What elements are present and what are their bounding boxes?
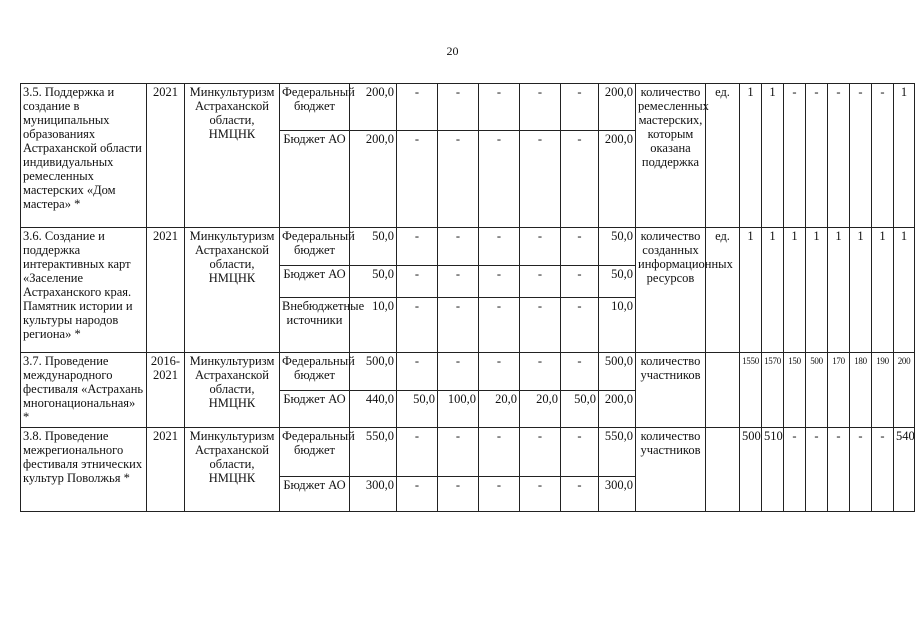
funding-year-value: - [520, 84, 561, 131]
indicator-target-value: 1570 [762, 353, 784, 428]
funding-year-value: - [397, 477, 438, 512]
funding-year-value: 50,0 [561, 391, 599, 428]
funding-source: Бюджет АО [280, 131, 350, 228]
indicator-target-value: 510 [762, 428, 784, 512]
funding-year-value: 10,0 [599, 298, 636, 353]
funding-year-value: - [520, 477, 561, 512]
funding-total: 550,0 [350, 428, 397, 477]
table-row [21, 228, 915, 266]
indicator-target-value: - [806, 428, 828, 512]
funding-source: Внебюджетные источники [280, 298, 350, 353]
funding-year-value: - [438, 477, 479, 512]
table-row [21, 84, 915, 131]
funding-total: 200,0 [350, 84, 397, 131]
indicator-target-value: - [872, 428, 894, 512]
funding-year-value: 20,0 [479, 391, 520, 428]
indicator-name: количество участников [636, 428, 706, 512]
funding-source: Бюджет АО [280, 477, 350, 512]
funding-year-value: - [561, 266, 599, 298]
funding-year-value: - [397, 131, 438, 228]
funding-year-value: - [520, 131, 561, 228]
funding-year-value: - [397, 228, 438, 266]
indicator-target-value: - [828, 84, 850, 228]
indicator-target-value: - [784, 428, 806, 512]
indicator-target-value: 1 [762, 84, 784, 228]
activity-description: 3.8. Проведение межрегионального фестиваля этнических культур Поволжья * [21, 428, 147, 512]
activity-description: 3.7. Проведение международного фестиваля «Астрахань многонациональная» * [21, 353, 147, 428]
indicator-target-value: 1 [806, 228, 828, 353]
indicator-target-value: 150 [784, 353, 806, 428]
funding-year-value: - [397, 353, 438, 391]
activity-executor: Минкультуризм Астраханской области, НМЦНК [185, 228, 280, 353]
funding-year-value: - [520, 428, 561, 477]
activity-year: 2021 [147, 428, 185, 512]
indicator-target-value: 1 [762, 228, 784, 353]
funding-year-value: - [520, 298, 561, 353]
indicator-unit: ед. [706, 228, 740, 353]
funding-total: 200,0 [350, 131, 397, 228]
indicator-unit: ед. [706, 84, 740, 228]
indicator-target-value: 500 [740, 428, 762, 512]
activity-executor: Минкультуризм Астраханской области, НМЦНК [185, 353, 280, 428]
funding-year-value: - [479, 353, 520, 391]
funding-year-value: - [520, 353, 561, 391]
indicator-name: количество ремесленных мастерских, которым оказана поддержка [636, 84, 706, 228]
indicator-unit [706, 353, 740, 428]
funding-year-value: 50,0 [599, 266, 636, 298]
funding-year-value: - [479, 477, 520, 512]
program-activities-table [20, 83, 915, 512]
funding-total: 50,0 [350, 228, 397, 266]
funding-year-value: 50,0 [599, 228, 636, 266]
indicator-target-value: - [872, 84, 894, 228]
funding-year-value: 550,0 [599, 428, 636, 477]
funding-year-value: - [479, 428, 520, 477]
funding-year-value: 200,0 [599, 131, 636, 228]
funding-source: Федеральный бюджет [280, 84, 350, 131]
table-row [21, 353, 915, 391]
funding-total: 10,0 [350, 298, 397, 353]
activity-description: 3.6. Создание и поддержка интерактивных карт «Заселение Астраханского края. Памятник истории и культуры народов региона» * [21, 228, 147, 353]
page-number: 20 [446, 44, 459, 58]
funding-year-value: - [561, 353, 599, 391]
indicator-target-value: 1 [740, 228, 762, 353]
funding-year-value: 50,0 [397, 391, 438, 428]
indicator-target-value: 1550 [740, 353, 762, 428]
funding-total: 500,0 [350, 353, 397, 391]
funding-year-value: 200,0 [599, 84, 636, 131]
funding-year-value: - [479, 131, 520, 228]
indicator-name: количество участников [636, 353, 706, 428]
indicator-target-value: - [850, 428, 872, 512]
funding-year-value: - [479, 84, 520, 131]
funding-year-value: 300,0 [599, 477, 636, 512]
indicator-target-value: 190 [872, 353, 894, 428]
funding-source: Федеральный бюджет [280, 353, 350, 391]
funding-year-value: - [479, 266, 520, 298]
indicator-target-value: 170 [828, 353, 850, 428]
indicator-target-value: - [784, 84, 806, 228]
indicator-target-value: - [806, 84, 828, 228]
funding-year-value: 20,0 [520, 391, 561, 428]
indicator-name: количество созданных информационных ресурсов [636, 228, 706, 353]
funding-year-value: - [438, 131, 479, 228]
indicator-target-value: 540 [894, 428, 915, 512]
funding-source: Бюджет АО [280, 266, 350, 298]
funding-year-value: - [397, 266, 438, 298]
activity-year: 2016-2021 [147, 353, 185, 428]
funding-year-value: - [520, 266, 561, 298]
indicator-target-value: 500 [806, 353, 828, 428]
indicator-target-value: 180 [850, 353, 872, 428]
indicator-target-value: 1 [894, 84, 915, 228]
funding-year-value: - [438, 353, 479, 391]
indicator-target-value: 1 [784, 228, 806, 353]
funding-total: 300,0 [350, 477, 397, 512]
funding-year-value: - [561, 477, 599, 512]
funding-year-value: - [438, 228, 479, 266]
funding-year-value: - [397, 428, 438, 477]
activity-year: 2021 [147, 228, 185, 353]
indicator-target-value: 1 [872, 228, 894, 353]
funding-year-value: 200,0 [599, 391, 636, 428]
indicator-target-value: 1 [894, 228, 915, 353]
funding-year-value: - [561, 131, 599, 228]
table-row [21, 428, 915, 477]
indicator-unit [706, 428, 740, 512]
funding-total: 440,0 [350, 391, 397, 428]
funding-year-value: - [520, 228, 561, 266]
indicator-target-value: 1 [740, 84, 762, 228]
indicator-target-value: 1 [828, 228, 850, 353]
funding-total: 50,0 [350, 266, 397, 298]
funding-year-value: - [438, 266, 479, 298]
funding-year-value: - [561, 298, 599, 353]
indicator-target-value: - [850, 84, 872, 228]
funding-source: Федеральный бюджет [280, 428, 350, 477]
funding-year-value: - [438, 428, 479, 477]
funding-year-value: - [479, 228, 520, 266]
funding-source: Бюджет АО [280, 391, 350, 428]
funding-year-value: - [561, 428, 599, 477]
activity-year: 2021 [147, 84, 185, 228]
funding-source: Федеральный бюджет [280, 228, 350, 266]
activity-executor: Минкультуризм Астраханской области, НМЦНК [185, 84, 280, 228]
indicator-target-value: 200 [894, 353, 915, 428]
funding-year-value: - [397, 298, 438, 353]
funding-year-value: - [397, 84, 438, 131]
funding-year-value: 100,0 [438, 391, 479, 428]
activity-description: 3.5. Поддержка и создание в муниципальных образованиях Астраханской области индивидуальных ремесленных мастерских «Дом мастера» * [21, 84, 147, 228]
activity-executor: Минкультуризм Астраханской области, НМЦНК [185, 428, 280, 512]
funding-year-value: - [438, 298, 479, 353]
funding-year-value: - [561, 228, 599, 266]
funding-year-value: - [561, 84, 599, 131]
funding-year-value: - [438, 84, 479, 131]
indicator-target-value: 1 [850, 228, 872, 353]
funding-year-value: 500,0 [599, 353, 636, 391]
indicator-target-value: - [828, 428, 850, 512]
funding-year-value: - [479, 298, 520, 353]
